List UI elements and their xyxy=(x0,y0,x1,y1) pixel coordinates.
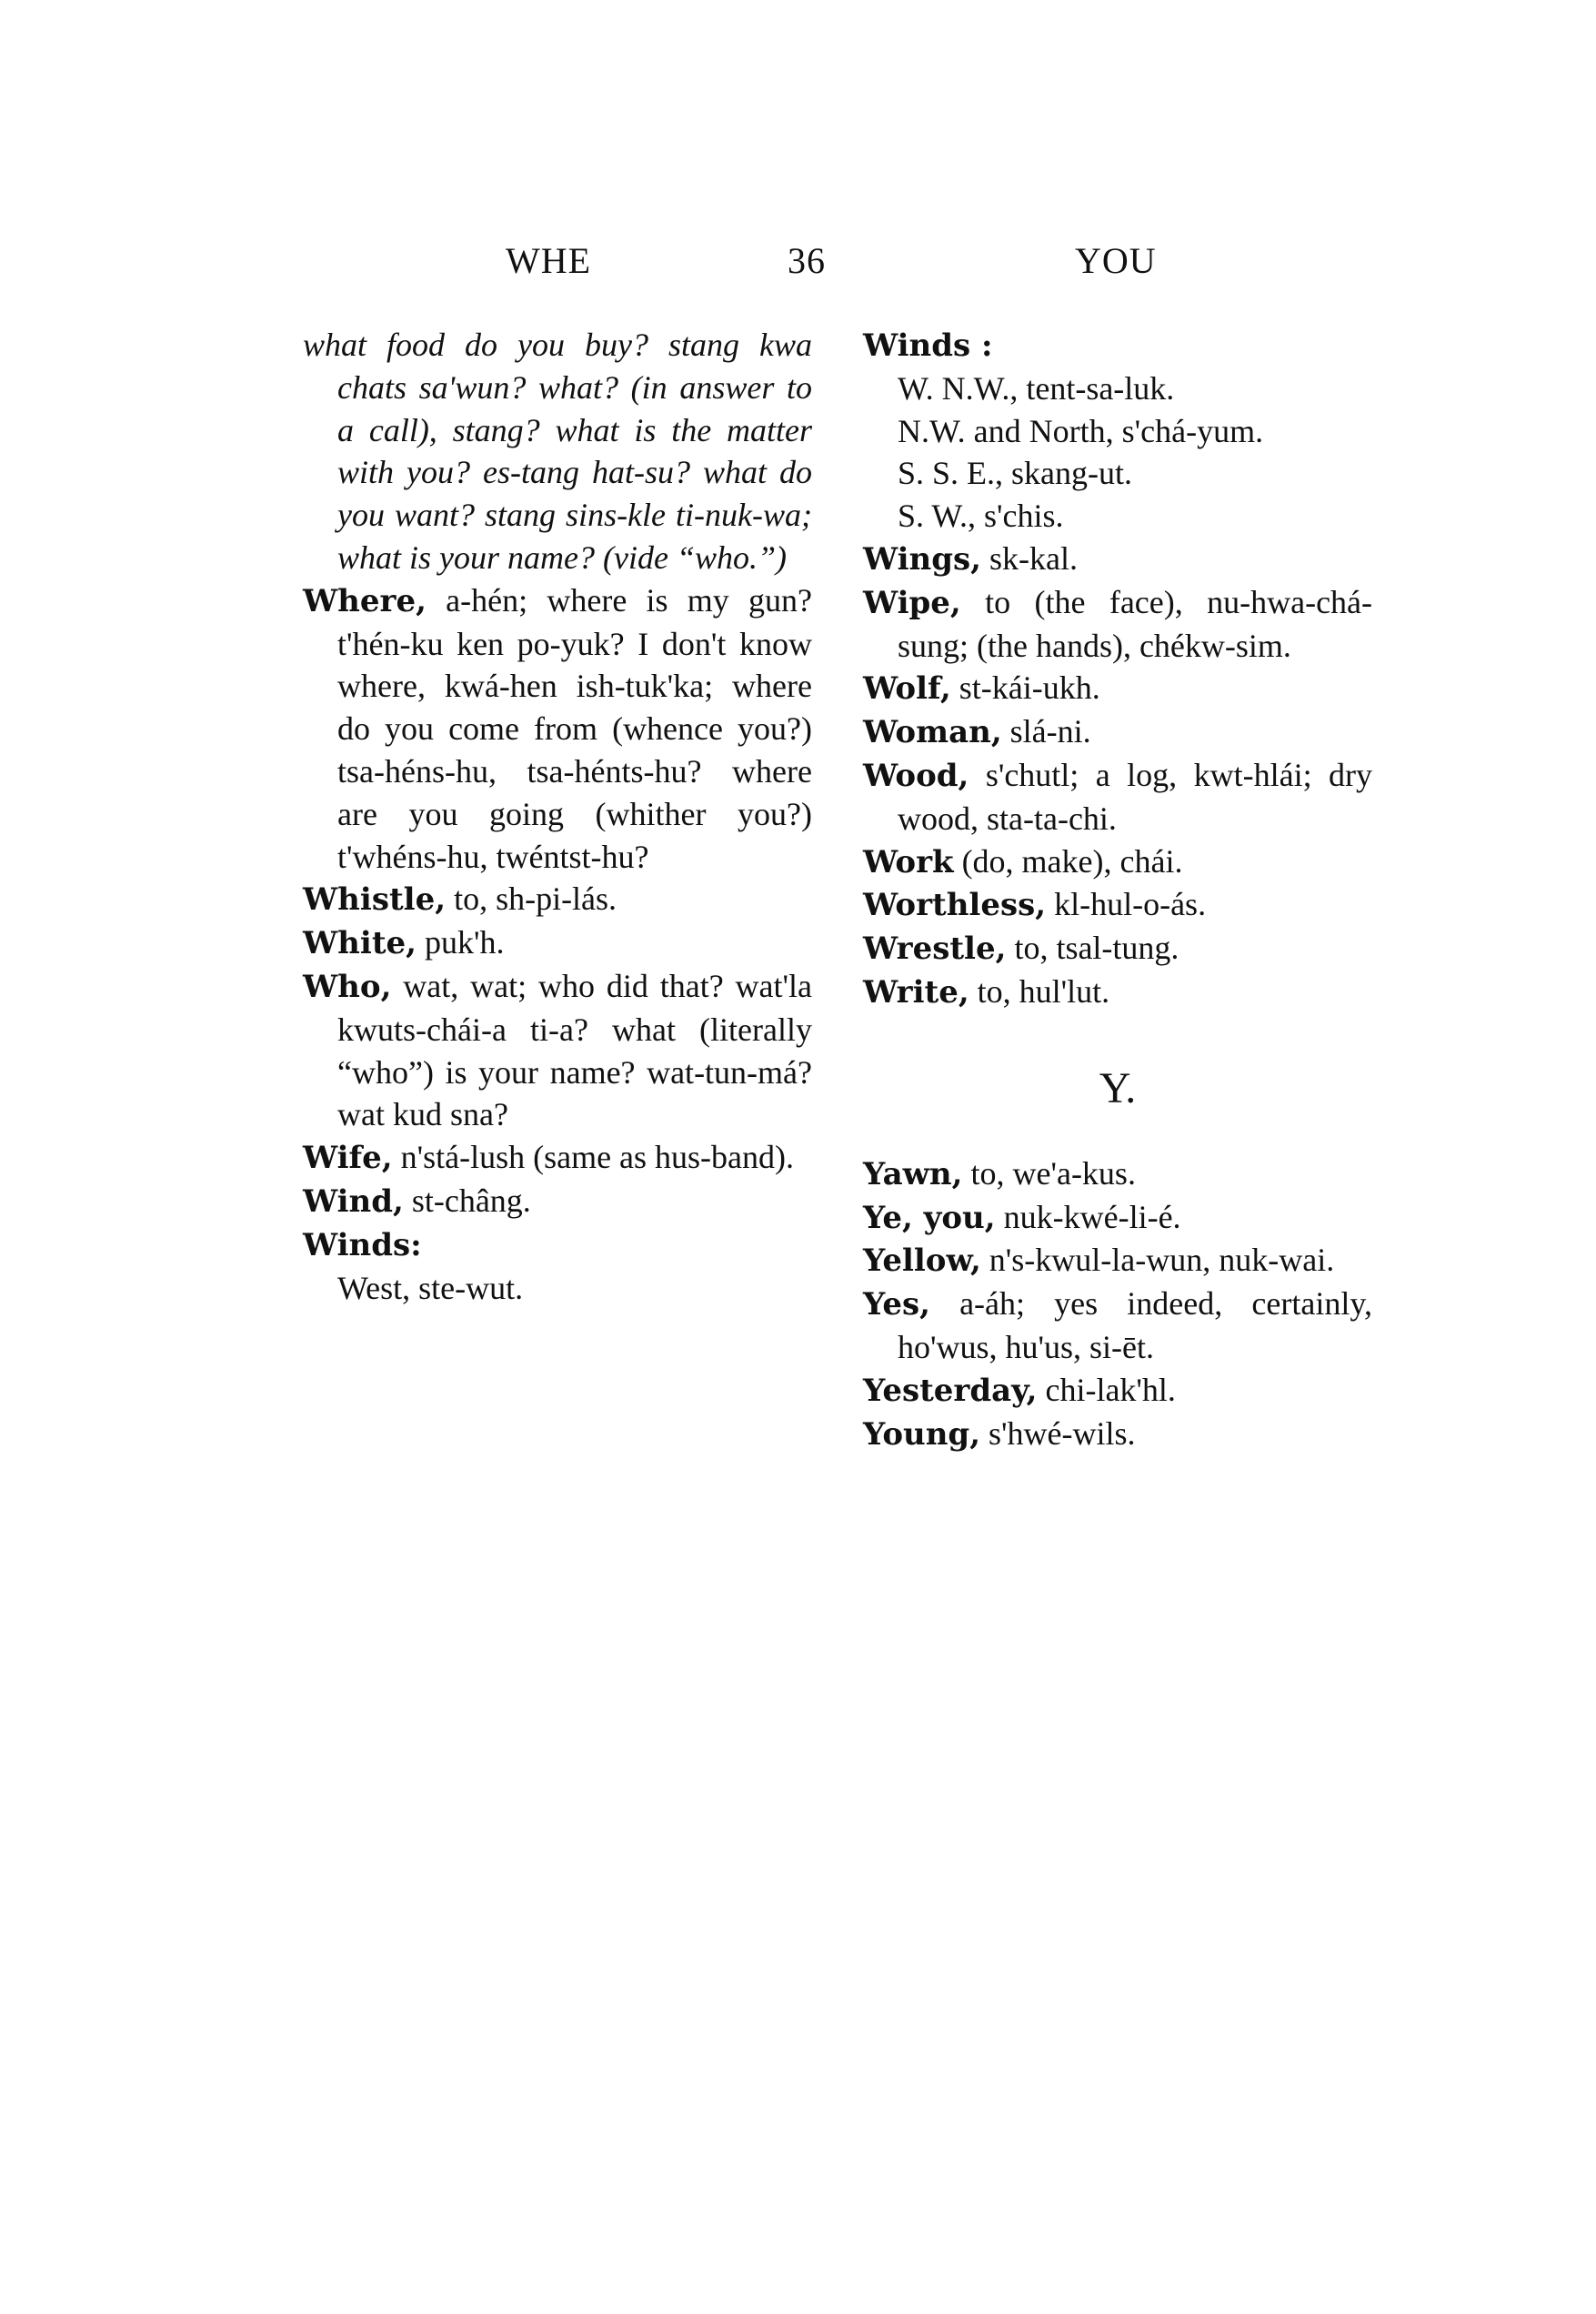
entry-text: a-hén; where is my gun? t'hén-ku ken po-yuk? I don't know where, kwá-hen ish-tuk'ka; where do you come from (whence you?) tsa-héns-hu, tsa-hénts-hu? where are you going (whither you?) t'whéns-hu, twéntst-hu? xyxy=(337,581,813,875)
entry-yesterday xyxy=(863,1369,1372,1413)
entry-white xyxy=(303,921,812,965)
headword: Who, xyxy=(303,968,392,1005)
entry-worthless xyxy=(863,883,1372,927)
headword: Young, xyxy=(863,1415,981,1453)
entry-text: st-kái-ukh. xyxy=(959,669,1100,707)
entry-text: puk'h. xyxy=(425,924,505,961)
headword: Winds : xyxy=(863,327,993,364)
entry-text: nuk-kwé-li-é. xyxy=(1003,1198,1181,1235)
headword: Wings, xyxy=(863,540,981,578)
entry-subline: N.W. and North, s'chá-yum. xyxy=(898,412,1264,449)
entry-subline: S. S. E., skang-ut. xyxy=(898,455,1133,492)
entry-write xyxy=(863,971,1372,1014)
entry-yes xyxy=(863,1283,1372,1369)
headword: Wrestle, xyxy=(863,931,1007,968)
entry-text: s'hwé-wils. xyxy=(989,1414,1136,1452)
entry-text: (do, make), chái. xyxy=(961,842,1183,880)
headword: Yesterday, xyxy=(863,1372,1038,1409)
headword: Write, xyxy=(863,973,969,1011)
headword: Work xyxy=(863,843,954,880)
entry-text: to (the face), nu-hwa-chá-sung; (the hands), chékw-sim. xyxy=(898,583,1373,664)
entry-text: sk-kal. xyxy=(989,539,1078,577)
entry-text: s'chutl; a log, kwt-hlái; dry wood, sta-ta-chi. xyxy=(898,756,1372,837)
entry-where xyxy=(303,579,812,879)
headword: Worthless, xyxy=(863,887,1047,924)
headword: Whistle, xyxy=(303,881,447,919)
headword: Woman, xyxy=(863,714,1002,751)
headword: White, xyxy=(303,925,417,962)
headword: Wood, xyxy=(863,757,969,794)
entry-wings xyxy=(863,538,1372,581)
headword: Wipe, xyxy=(863,584,961,621)
headword: Winds: xyxy=(303,1226,422,1263)
entry-who xyxy=(303,965,812,1136)
headword: Wife, xyxy=(303,1140,393,1177)
entry-wind xyxy=(303,1180,812,1223)
entry-wood xyxy=(863,754,1372,840)
running-head-left: WHE xyxy=(506,240,592,281)
entry-wife xyxy=(303,1136,812,1180)
entry-woman xyxy=(863,710,1372,754)
entry-text: n'stá-lush (same as hus-band). xyxy=(400,1139,794,1176)
entry-subline: West, ste-wut. xyxy=(337,1269,524,1306)
entry-text: to, hul'lut. xyxy=(977,972,1110,1010)
headword: Yawn, xyxy=(863,1155,963,1192)
entry-subline: S. W., s'chis. xyxy=(898,498,1064,535)
entry-text: what food do you buy? stang kwa chats sa'wun? what? (in answer to a call), stang? what is the matter with you? es-tang hat-su? what do you want? stang sins-kle ti-nuk-wa; what is your name? (vide “who.”) xyxy=(303,327,812,576)
entry-young xyxy=(863,1413,1372,1456)
entry-text: chi-lak'hl. xyxy=(1045,1371,1176,1408)
running-head-right: YOU xyxy=(1075,240,1157,281)
entry-wolf xyxy=(863,667,1372,710)
entry-continuation xyxy=(303,324,812,579)
entry-text: slá-ni. xyxy=(1009,713,1091,750)
entry-ye-you xyxy=(863,1196,1372,1240)
headword: Yellow, xyxy=(863,1243,981,1280)
entry-text: to, tsal-tung. xyxy=(1014,930,1179,967)
entry-text: kl-hul-o-ás. xyxy=(1054,886,1207,923)
headword: Wind, xyxy=(303,1182,404,1220)
entry-text: to, we'a-kus. xyxy=(970,1154,1136,1192)
entry-yawn xyxy=(863,1152,1372,1196)
headword: Where, xyxy=(303,582,427,619)
headword: Yes, xyxy=(863,1286,930,1323)
section-letter: Y. xyxy=(1099,1063,1137,1112)
entry-text: n's-kwul-la-wun, nuk-wai. xyxy=(989,1242,1335,1279)
entry-work xyxy=(863,840,1372,884)
entry-whistle xyxy=(303,878,812,921)
entry-text: wat, wat; who did that? wat'la kwuts-chái-a ti-a? what (literally “who”) is your name? wat-tun-má? wat kud sna? xyxy=(337,967,812,1133)
entry-wrestle xyxy=(863,927,1372,971)
entry-text: a-áh; yes indeed, certainly, ho'wus, hu'us, si-ēt. xyxy=(898,1285,1372,1365)
entry-winds xyxy=(303,1223,812,1267)
entry-wipe xyxy=(863,581,1372,668)
entry-subline: W. N.W., tent-sa-luk. xyxy=(898,369,1175,407)
headword: Ye, you, xyxy=(863,1199,996,1236)
left-column xyxy=(303,324,812,1309)
page-number: 36 xyxy=(788,240,826,281)
headword: Wolf, xyxy=(863,670,951,708)
entry-yellow xyxy=(863,1239,1372,1283)
entry-winds-cont xyxy=(863,324,1372,367)
entry-text: to, sh-pi-lás. xyxy=(454,880,617,918)
entry-text: st-châng. xyxy=(411,1182,531,1219)
right-column xyxy=(863,324,1372,1455)
